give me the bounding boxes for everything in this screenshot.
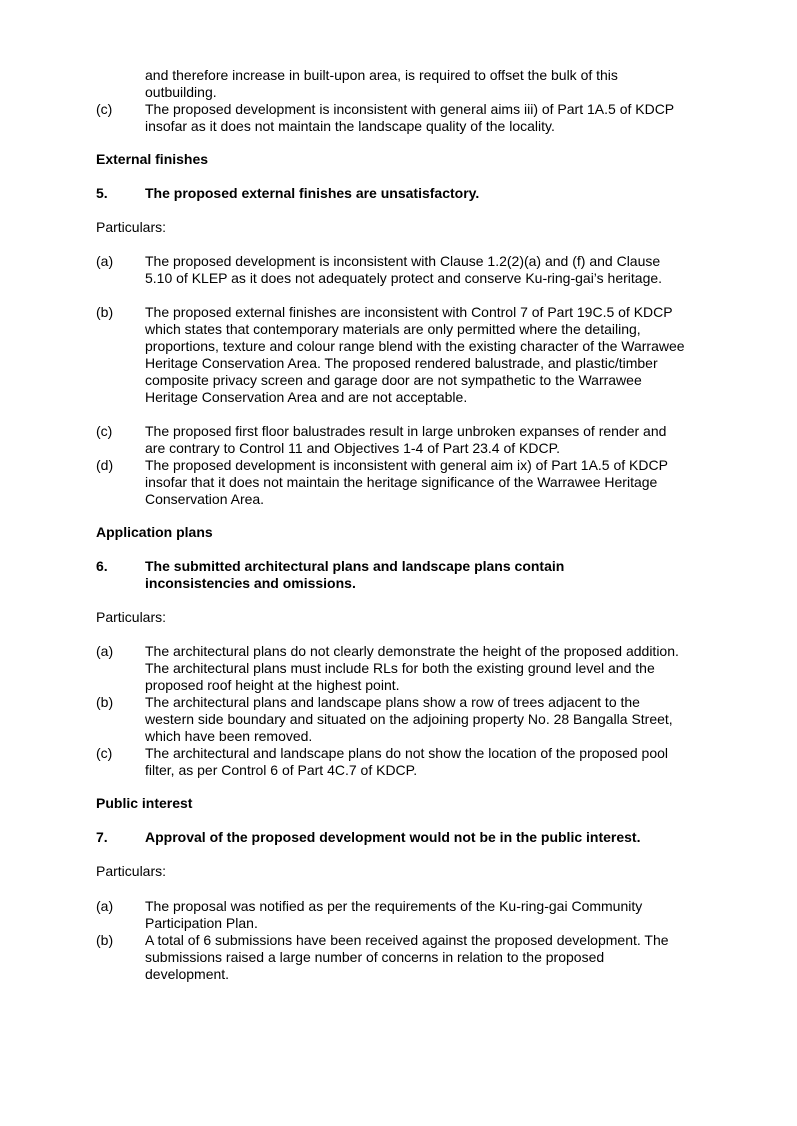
section-title: The proposed external finishes are unsatisfactory. xyxy=(145,185,480,201)
item-text: The proposal was notified as per the requirements of the Ku-ring-gai Community Participation Plan. xyxy=(145,898,643,931)
particulars-label: Particulars: xyxy=(96,609,167,625)
item-text: The proposed first floor balustrades result in large unbroken expanses of render and are contrary to Control 11 and Objectives 1-4 of Part 23.4 of KDCP. xyxy=(145,423,667,456)
item-text: The architectural plans and landscape plans show a row of trees adjacent to the western side boundary and situated on the adjoining property No. 28 Bangalla Street, which have been removed. xyxy=(145,694,673,744)
item-label: (b) xyxy=(96,694,114,710)
item-label: (a) xyxy=(96,253,114,269)
item-text: The proposed development is inconsistent with general aim ix) of Part 1A.5 of KDCP insofar that it does not maintain the heritage significance of the Warrawee Heritage Conservation Area. xyxy=(145,457,668,507)
section-heading: External finishes xyxy=(96,151,209,167)
section-title: Approval of the proposed development would not be in the public interest. xyxy=(145,829,641,845)
item-text: A total of 6 submissions have been received against the proposed development. The submissions raised a large number of concerns in relation to the proposed development. xyxy=(145,932,669,982)
item-text: The proposed development is inconsistent with Clause 1.2(2)(a) and (f) and Clause 5.10 of KLEP as it does not adequately protect and conserve Ku-ring-gai’s heritage. xyxy=(145,253,663,286)
item-text: The proposed external finishes are inconsistent with Control 7 of Part 19C.5 of KDCP which states that contemporary materials are only permitted where the detailing, proportions, texture and colour range blend with the existing character of the Warrawee Heritage Conservation Area. The proposed rendered balustrade, and plastic/timber composite privacy screen and garage door are not sympathetic to the Warrawee Heritage Conservation Area and are not acceptable. xyxy=(145,304,685,405)
section-number: 6. xyxy=(96,558,108,574)
item-label: (b) xyxy=(96,932,114,948)
continued-paragraph: and therefore increase in built-upon area, is required to offset the bulk of this outbuilding. xyxy=(145,67,618,100)
section-number: 7. xyxy=(96,829,108,845)
section-title: The submitted architectural plans and landscape plans contain inconsistencies and omissions. xyxy=(145,558,565,591)
item-text: The architectural plans do not clearly demonstrate the height of the proposed addition. The architectural plans must include RLs for both the existing ground level and the proposed roof height at the highest point. xyxy=(145,643,679,693)
section-heading: Public interest xyxy=(96,795,193,811)
item-label: (c) xyxy=(96,101,113,117)
item-label: (c) xyxy=(96,423,113,439)
item-text: The architectural and landscape plans do not show the location of the proposed pool filter, as per Control 6 of Part 4C.7 of KDCP. xyxy=(145,745,669,778)
item-label: (d) xyxy=(96,457,114,473)
item-label: (a) xyxy=(96,898,114,914)
particulars-label: Particulars: xyxy=(96,863,167,879)
item-text: The proposed development is inconsistent with general aims iii) of Part 1A.5 of KDCP insofar as it does not maintain the landscape quality of the locality. xyxy=(145,101,674,134)
particulars-label: Particulars: xyxy=(96,219,167,235)
item-label: (c) xyxy=(96,745,113,761)
item-label: (b) xyxy=(96,304,114,320)
item-label: (a) xyxy=(96,643,114,659)
section-heading: Application plans xyxy=(96,524,213,540)
section-number: 5. xyxy=(96,185,108,201)
